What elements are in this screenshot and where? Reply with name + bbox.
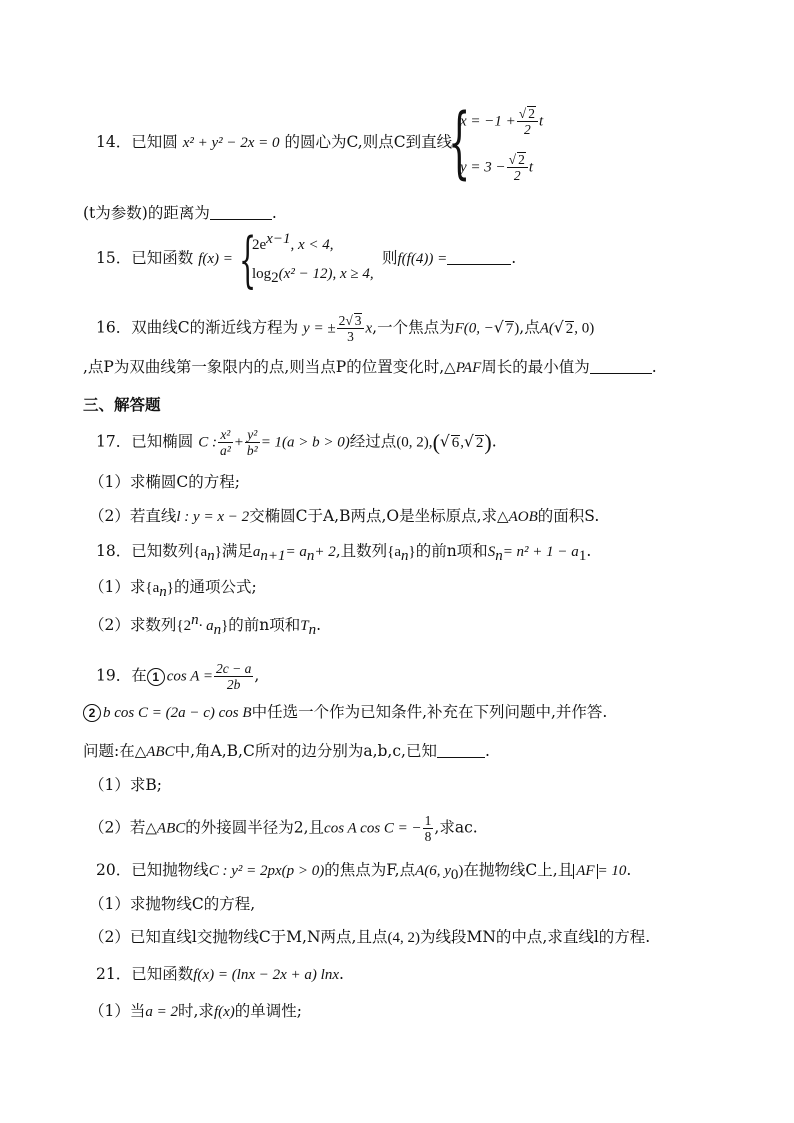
- q16-focus: F(0, −: [454, 320, 494, 337]
- q16-asym-lhs: y = ±: [303, 320, 336, 337]
- q16-text4: ,点P为双曲线第一象限内的点,则当点P的位置变化时,: [83, 358, 445, 376]
- q16-asym-frac: $\frac{2√ 3}{3}$: [337, 313, 365, 344]
- q14-line1: [96, 131, 452, 154]
- q14-sys-y-frac: $\frac{√ 2}{2}$: [507, 152, 528, 183]
- q18-sub2-seq-close: }: [221, 618, 229, 634]
- q15-case2-cond: (x² − 12), x ≥ 4,: [278, 266, 374, 282]
- q18-tn: T: [300, 618, 309, 634]
- q21-text1: 已知函数: [131, 965, 194, 983]
- q18-seq-open: {a: [193, 544, 208, 560]
- q19-line3: 问题:在△ABC中,角A,B,C所对的边分别为a,b,c,已知 .: [83, 742, 490, 760]
- q14-sys-x-lhs: x = −1 +: [460, 113, 516, 130]
- q20-abs-val: = 10: [597, 863, 627, 879]
- q15-text1: 已知函数: [131, 249, 194, 267]
- q18-line: 18．已知数列$\{a_n\}$满足$a_{n+1}= a_n+ 2$,且数列$\{a_n\}$的前n项和$S_n= n^2 + 1 - a_1$.: [96, 542, 592, 565]
- q18-rec-end: + 2: [314, 544, 336, 560]
- q17-x2: x²: [218, 427, 233, 443]
- q20-text1: 已知抛物线: [131, 861, 209, 879]
- q20-text2: 的焦点为F,点: [324, 861, 416, 879]
- q16-text1: 双曲线C的渐近线方程为: [131, 318, 299, 337]
- q14-sys-x-frac: $\frac{√ 2}{2}$: [517, 106, 538, 137]
- q18-sn-sub: n: [495, 548, 503, 565]
- q18-sub1: [89, 576, 257, 599]
- q20-sub2-text1: （2）已知直线l交抛物线C于M,N两点,且点: [89, 928, 388, 946]
- q18-seq-sub: n: [207, 548, 215, 565]
- q17-point2-comma: ,: [460, 434, 465, 451]
- q18-sub2-text1: （2）求数列: [89, 616, 177, 634]
- q14-text3: (t为参数)的距离为: [83, 204, 210, 222]
- q18-seq2-sub: n: [401, 548, 409, 565]
- q17-point2-sqrt2: 2: [475, 434, 484, 451]
- q19-sub1: （1）求B;: [89, 776, 162, 794]
- q19-sub2-text3: ,求ac.: [434, 818, 478, 837]
- q18-sub1-text2: 的通项公式;: [173, 578, 257, 596]
- q17-y2: y²: [245, 427, 260, 443]
- q15-case1: [252, 230, 334, 256]
- q18-sub2-seq-sup: n: [191, 611, 199, 628]
- q19-question-triangle: △ABC: [134, 744, 175, 760]
- q19-sub2-text2: 的外接圆半径为2,且: [185, 818, 325, 837]
- q14-sys-y-den: 2: [513, 168, 521, 183]
- q16-pointA-sqrt: 2: [565, 320, 574, 337]
- q17-sub2: [89, 505, 599, 528]
- q18-seq2-close: }: [408, 544, 416, 560]
- q16-focus-sqrt: 7: [505, 320, 514, 337]
- q18-rec-mid: = a: [285, 544, 307, 560]
- q19-answer-blank[interactable]: [437, 741, 485, 758]
- q15-case1-base: 2e: [252, 237, 267, 253]
- q17-text1: 已知椭圆: [131, 432, 194, 451]
- q17-b2: b²: [246, 443, 258, 458]
- q16-focus-end: ): [514, 320, 520, 337]
- q19-text1: 在: [131, 666, 147, 685]
- q20-text3: 在抛物线C上,且: [463, 861, 574, 879]
- q14-system-brace: {: [448, 98, 471, 188]
- q15-answer-blank[interactable]: [447, 248, 511, 265]
- q19-question-text2: 中,角A,B,C所对的边分别为a,b,c,已知: [174, 742, 437, 760]
- q20-sub2-text2: 为线段MN的中点,求直线l的方程.: [419, 928, 651, 946]
- q16-answer-blank[interactable]: [590, 357, 652, 374]
- section-heading: 三、解答题: [83, 397, 161, 414]
- q17-sub2-triangle: △AOB: [497, 509, 538, 525]
- q16-number: 16．: [96, 318, 132, 337]
- q16-asym-rhs: x: [365, 320, 373, 337]
- q20-point: A(6, y: [415, 863, 451, 879]
- q19-number: 19．: [96, 666, 132, 685]
- q14-sys-y-lhs: y = 3 −: [460, 159, 506, 176]
- q14-text2: 的圆心为C,则点C到直线: [284, 133, 453, 151]
- q19-circled-1: 1: [147, 668, 165, 686]
- q18-sn-sub2: 1: [578, 548, 587, 565]
- q17-lhs: C :: [198, 434, 217, 451]
- q20-number: 20．: [96, 861, 132, 879]
- q15-function-lhs: f(x) =: [198, 251, 233, 267]
- q19-sub2-eq: cos A cos C = −: [324, 820, 422, 837]
- q14-sys-x-param: t: [538, 113, 544, 130]
- q15-query: 则f(f(4)) = .: [382, 249, 517, 267]
- q14-line2: (t为参数)的距离为 .: [83, 204, 277, 222]
- q18-sn: S: [487, 544, 496, 560]
- q16-line2: ,点P为双曲线第一象限内的点,则当点P的位置变化时,△PAF周长的最小值为 .: [83, 358, 657, 376]
- q20-sub2-point: (4, 2): [387, 930, 420, 946]
- q18-text3: ,且数列: [335, 542, 388, 560]
- q18-sub2-seq-mid: · a: [198, 618, 214, 634]
- q19-sub2-num: 1: [424, 813, 432, 828]
- q19-sub2-triangle: △ABC: [145, 820, 186, 837]
- q20-abs-af: AF: [573, 864, 597, 879]
- q14-sys-y-sqrt: 2: [518, 152, 525, 167]
- q14-sys-x-sqrt: 2: [528, 106, 535, 121]
- q17-point2-open: (: [432, 429, 440, 455]
- q15-case2: [252, 262, 374, 285]
- q14-sys-x-den: 2: [523, 122, 531, 137]
- q18-rec-a: a: [252, 544, 261, 560]
- q20-point-sub: 0: [450, 867, 459, 884]
- q18-sub2-text2: 的前n项和: [228, 616, 301, 634]
- q16-asym-num: 2: [338, 313, 346, 328]
- q14-system-y: [460, 152, 533, 183]
- q21-sub1: [89, 1000, 302, 1023]
- q18-tn-sub: n: [308, 622, 317, 639]
- q19-line2: [83, 701, 607, 724]
- q20-sub1: （1）求抛物线C的方程,: [89, 895, 256, 913]
- q17-sub2-text2: 交椭圆C于A,B两点,O是坐标原点,求: [249, 507, 498, 525]
- q20-sub2: [89, 926, 650, 949]
- q16-text3: ,点: [519, 318, 540, 337]
- q18-rec-sub2: n: [306, 548, 315, 565]
- q17-point2-sqrt1: 6: [451, 434, 460, 451]
- q18-text1: 已知数列: [131, 542, 194, 560]
- q18-seq2-open: {a: [387, 544, 401, 560]
- q15-query-expr: f(f(4)) =: [397, 251, 448, 267]
- q16-text2: ,一个焦点为: [372, 318, 455, 337]
- q19-question-text1: 问题:在: [83, 742, 135, 760]
- q17-text2: 经过点: [349, 432, 397, 451]
- q18-text4: 的前n项和: [415, 542, 488, 560]
- q19-cond1-den: 2b: [226, 677, 241, 692]
- q17-sub2-text1: （2）若直线: [89, 507, 177, 525]
- q15-case2-base: 2: [271, 270, 279, 287]
- q18-sub2-seq-open: {2: [176, 618, 192, 634]
- q16-pointA-end: , 0): [574, 320, 595, 337]
- q16-asym-den: 3: [347, 329, 354, 344]
- q14-sys-y-param: t: [528, 159, 533, 176]
- q18-sub1-seq-close: }: [166, 580, 174, 596]
- q21-sub1-cond: a = 2: [145, 1004, 178, 1020]
- q16-asym-sqrt: 3: [354, 313, 362, 328]
- q19-circled-2: 2: [83, 704, 101, 722]
- q17-frac-x: [218, 427, 233, 458]
- q21-number: 21．: [96, 965, 132, 983]
- q18-seq-close: }: [214, 544, 222, 560]
- q18-number: 18．: [96, 542, 132, 560]
- q17-rhs: = 1(a > b > 0): [260, 434, 350, 451]
- q15-case-brace: {: [239, 225, 257, 295]
- q18-sn-eq: = n² + 1 − a: [502, 544, 579, 560]
- q17-line: 17．已知椭圆 C : $\frac{\text{x²}}{\text{a²}}$ + $\frac{\text{y²}}{\text{b²}}$ = 1(a > b > 0)经过点(0, 2),(√ 6,√ 2).: [96, 427, 497, 458]
- q20-equation: C : y² = 2px(p > 0): [208, 863, 325, 879]
- q20-point-end: ): [458, 863, 464, 879]
- q17-frac-y: [245, 427, 260, 458]
- q19-cond2: b cos C = (2a − c) cos B: [103, 705, 252, 721]
- q18-sub1-seq-open: {a: [145, 580, 160, 596]
- q16-text5: 周长的最小值为: [481, 358, 590, 376]
- q17-sub1: （1）求椭圆C的方程;: [89, 473, 240, 491]
- q14-system-x: [460, 106, 543, 137]
- q18-rec-sub: n+1: [260, 548, 286, 565]
- q18-sub1-text1: （1）求: [89, 578, 146, 596]
- q17-a2: a²: [219, 443, 231, 458]
- q18-sub2-seq-sub: n: [213, 622, 222, 639]
- q19-sub2-frac: [423, 813, 434, 844]
- q18-sub1-seq-sub: n: [159, 584, 167, 601]
- q17-sub2-line: l : y = x − 2: [176, 509, 250, 525]
- q21-sub1-fx: f(x): [213, 1004, 235, 1020]
- q14-circle-equation: x² + y² − 2x = 0: [182, 135, 280, 151]
- q19-cond1-lhs: cos A =: [166, 668, 213, 685]
- q14-text1: 已知圆: [131, 133, 178, 151]
- q16-pointA: A(: [539, 320, 554, 337]
- q21-sub1-text2: 时,求: [178, 1002, 214, 1020]
- q15-case1-exp: x−1: [266, 230, 291, 247]
- q21-function: f(x) = (lnx − 2x + a) lnx: [193, 967, 339, 983]
- q15-case1-cond: , x < 4,: [290, 237, 334, 253]
- q19-line1: 19．在 1 cos A = $\frac{2c - a}{2b}$ ,: [96, 661, 260, 692]
- q19-sub2-den: 8: [424, 829, 432, 844]
- q15-line: [96, 247, 233, 270]
- q17-number: 17．: [96, 432, 132, 451]
- q17-sub2-text3: 的面积S.: [537, 507, 600, 525]
- q21-sub1-text3: 的单调性;: [234, 1002, 302, 1020]
- q14-number: 14．: [96, 133, 132, 151]
- q19-cond1-frac: [214, 661, 253, 692]
- q15-text2: 则: [382, 249, 398, 267]
- q18-sub2: （2）求数列$\{2^n\cdot a_n\}$的前n项和$T_n$.: [89, 611, 322, 639]
- q20-line: 20．已知抛物线C : y² = 2px(p > 0)的焦点为F,点A(6, $y_0$)在抛物线C上,且 AF = 10.: [96, 861, 632, 884]
- q19-text2: 中任选一个作为已知条件,补充在下列问题中,并作答.: [251, 703, 608, 721]
- q19-sub2: [89, 813, 478, 844]
- q16-line1: 16．双曲线C的渐近线方程为 y = ± $\frac{2√ 3}{3}$ x,一个焦点为F(0, −√ 7),点A(√ 2, 0): [96, 313, 595, 344]
- q18-text2: 满足: [221, 542, 253, 560]
- q17-plus: +: [233, 434, 244, 451]
- q14-answer-blank[interactable]: [210, 203, 272, 220]
- q21-line: 21．已知函数f(x) = (lnx − 2x + a) lnx.: [96, 965, 344, 983]
- q17-point1: (0, 2),: [396, 434, 433, 451]
- q19-sub2-text1: （2）若: [89, 818, 146, 837]
- q15-case2-log: log: [252, 266, 272, 282]
- q19-cond1-num: 2c − a: [216, 661, 252, 676]
- q15-number: 15．: [96, 249, 132, 267]
- q21-sub1-text1: （1）当: [89, 1002, 146, 1020]
- q16-triangle: △PAF: [444, 360, 482, 376]
- q17-point2-close: ): [484, 429, 492, 455]
